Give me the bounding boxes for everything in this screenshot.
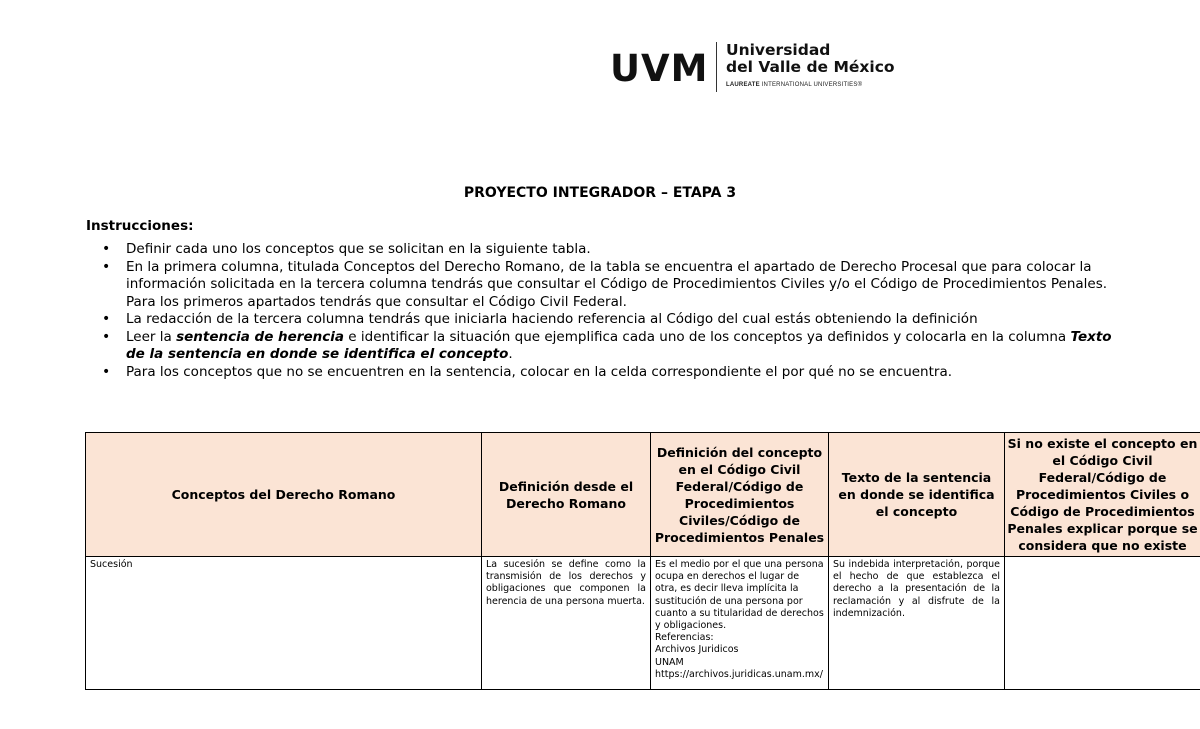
cell-not-exists[interactable] [1005,557,1200,690]
references-label: Referencias: [655,632,714,644]
instruction-text: Leer la [126,328,177,345]
table-header-row [86,433,1200,557]
instruction-item [86,259,1126,312]
uvm-logo [610,41,895,92]
header-roman-definition: Definición desde el Derecho Romano [482,433,651,557]
table-row [86,557,1200,690]
cell-sentence-text[interactable]: Su indebida interpretación, porque el hecho de que establezca el derecho a la presentación de la reclamación y al disfrute de la indemnización. [829,557,1005,690]
reference-source: Archivos Juridicos [655,644,739,656]
cell-concept[interactable]: Sucesión [86,557,482,690]
instruction-emphasis: sentencia de herencia [176,328,344,345]
reference-institution: UNAM [655,656,684,668]
logo-tag-rest: INTERNATIONAL UNIVERSITIES® [759,82,863,88]
instructions-list [86,241,1126,381]
instruction-text: Para los conceptos que no se encuentren en la sentencia, colocar en la celda correspondiente el por qué no se encuentra. [126,363,953,380]
header-concepts: Conceptos del Derecho Romano [86,433,482,557]
code-definition-text: Es el medio por el que una persona ocupa en derechos el lugar de otra, es decir lleva implícita la sustitución de una persona por cuanto a su titularidad de derechos y obligaciones. [655,559,824,632]
instruction-text: e identificar la situación que ejemplifica cada uno de los conceptos ya definidos y colocarla en la columna [343,328,1071,345]
logo-tagline [726,82,862,88]
concepts-table [85,432,1200,690]
instruction-emphasis: Texto de la sentencia en donde se identifica el concepto [126,328,1112,362]
header-code-definition: Definición del concepto en el Código Civil Federal/Código de Procedimientos Civiles/Código de Procedimientos Penales [651,433,829,557]
instruction-text: La redacción de la tercera columna tendrás que iniciarla haciendo referencia al Código del cual estás obteniendo la definición [126,311,978,327]
instruction-text: En la primera columna, titulada Conceptos del Derecho Romano, de la tabla se encuentra el apartado de Derecho Procesal que para colocar la información solicitada en la tercera columna tendrás que consultar el Código de Procedimientos Civiles y/o el Código de Procedimientos Penales. Para los primeros apartados tendrás que consultar el Código Civil Federal. [126,258,1108,310]
cell-code-definition[interactable] [651,557,829,690]
instruction-item [86,329,1126,364]
logo-divider [716,42,717,92]
instructions-heading: Instrucciones: [86,218,194,234]
header-sentence-text: Texto de la sentencia en donde se identifica el concepto [829,433,1005,557]
header-not-exists: Si no existe el concepto en el Código Civil Federal/Código de Procedimientos Civiles o Código de Procedimientos Penales explicar porque se considera que no existe [1005,433,1200,557]
logo-name-line1: Universidad [726,41,831,59]
instruction-item [86,311,1126,329]
logo-university-name [726,42,895,76]
logo-mark: UVM [610,47,709,90]
instruction-text: . [508,346,513,362]
document-title: PROYECTO INTEGRADOR – ETAPA 3 [463,185,737,201]
logo-tag-bold: LAUREATE [726,82,760,88]
instruction-item [86,364,1126,382]
cell-roman-definition[interactable]: La sucesión se define como la transmisión de los derechos y obligaciones que componen la herencia de una persona muerta. [482,557,651,690]
instruction-text: Definir cada uno los conceptos que se solicitan en la siguiente tabla. [126,241,591,257]
logo-name-line2: del Valle de México [726,58,895,76]
reference-url: https://archivos.juridicas.unam.mx/ [655,668,823,680]
instruction-item [86,241,1126,259]
